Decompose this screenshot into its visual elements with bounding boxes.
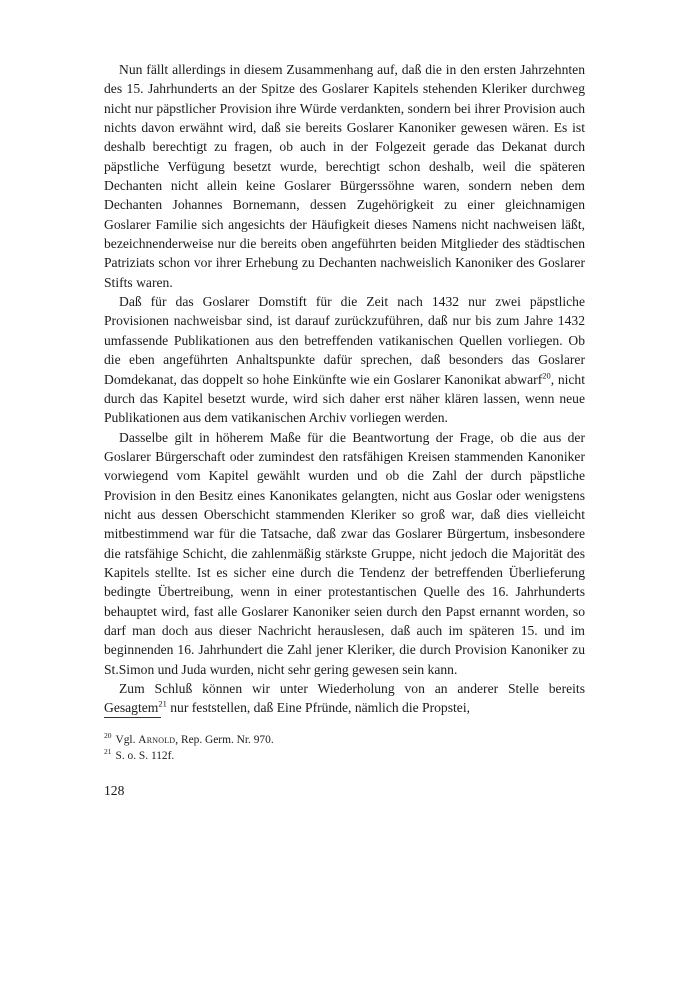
footnote-text: Vgl. <box>115 734 139 746</box>
paragraph-text: Zum Schluß können wir unter Wiederholung von an anderer Stelle bereits Gesagtem <box>104 681 585 716</box>
footnote-author: Arnold <box>138 734 176 746</box>
footnote <box>104 746 585 765</box>
footnote-text: , Rep. Germ. Nr. 970. <box>175 734 274 746</box>
page-number: 128 <box>104 783 125 798</box>
paragraph-text: , nicht durch das Kapitel besetzt wurde, wird sich daher erst näher klären lassen, wenn neue Publikationen aus dem vatikanischen Archiv vorliegen werden. <box>104 371 585 426</box>
paragraph-text: Daß für das Goslarer Domstift für die Zeit nach 1432 nur zwei päpstliche Provisionen nachweisbar sind, ist darauf zurückzuführen, daß nur bis zum Jahre 1432 umfassende Publikationen aus den betreffenden vatikanischen Quellen vorliegen. Ob die eben angeführten Anhaltspunkte dafür sprechen, daß besonders das Goslarer Domdekanat, das doppelt so hohe Einkünfte wie ein Goslarer Kanonikat abwarf <box>104 294 585 387</box>
footnote-number: 20 <box>104 731 112 741</box>
paragraph-text: nur feststellen, daß Eine Pfründe, nämlich die Propstei, <box>166 700 471 716</box>
paragraph-text: Dasselbe gilt in höherem Maße für die Beantwortung der Frage, ob die aus der Goslarer Bürgerschaft oder zumindest den ratsfähigen Kreisen stammenden Kanoniker vorwiegend vom Kapitel gewählt wurden und ob die Zahl der durch päpstliche Provision in den Besitz eines Kanonikates gelangten, nicht aus Goslar oder wenigstens nicht aus dessen Oberschicht stammenden Kleriker so groß war, daß dies vielleicht mitbestimmend war für die Tatsache, daß zwar das Goslarer Bürgertum, insbesondere die ratsfähige Schicht, die zahlenmäßig stärkste Gruppe, nicht jedoch die Majorität des Kapitels stellte. Ist es sicher eine durch die Tendenz der betreffenden Überlieferung bedingte Übertreibung, wenn in einer protestantischen Quelle des 16. Jahrhunderts behauptet wird, fast alle Goslarer Kanoniker seien durch den Papst ernannt worden, so darf man doch aus dieser Nachricht herauslesen, daß auch im späteren 15. und im beginnenden 16. Jahrhundert die Zahl jener Kleriker, die durch Provision Kanoniker zu St.Simon und Juda wurden, nicht sehr gering gewesen sein kann. <box>104 429 585 677</box>
paragraph <box>104 60 585 292</box>
footnote-reference: 21 <box>158 698 167 709</box>
footnote <box>104 733 585 749</box>
body-text <box>104 60 585 718</box>
paragraph <box>104 679 585 718</box>
footnote-separator <box>104 717 161 718</box>
footnotes <box>104 733 585 764</box>
footnote-reference: 20 <box>542 369 551 380</box>
paragraph <box>104 292 585 427</box>
footnote-text: S. o. S. 112f. <box>115 749 175 762</box>
footnote-number: 21 <box>104 746 112 756</box>
paragraph-text: Nun fällt allerdings in diesem Zusammenhang auf, daß die in den ersten Jahrzehnten des 15. Jahrhunderts an der Spitze des Goslarer Kapitels stehenden Kleriker durchweg nicht nur päpstlicher Provision ihre Würde verdankten, sondern bei ihrer Provision auch nichts davon erwähnt wird, daß sie bereits Goslarer Kanoniker gewesen wären. Es ist deshalb berechtigt zu fragen, ob auch in der Folgezeit gerade das Dekanat durch päpstliche Verfügung besetzt wurde, berechtigt schon deshalb, weil die späteren Dechanten nicht allein keine Goslarer Bürgerssöhne waren, sondern neben dem Dechanten Johannes Bornemann, dessen Zugehörigkeit zu einer gleichnamigen Goslarer Familie sich angesichts der Häufigkeit dieses Namens nicht nachweisen läßt, bezeichnenderweise nur die bereits oben angeführten beiden Mitglieder des städtischen Patriziats schon vor ihrer Erhebung zu Dechanten nachweislich Kanoniker des Goslarer Stifts waren. <box>104 62 585 290</box>
paragraph <box>104 428 585 679</box>
